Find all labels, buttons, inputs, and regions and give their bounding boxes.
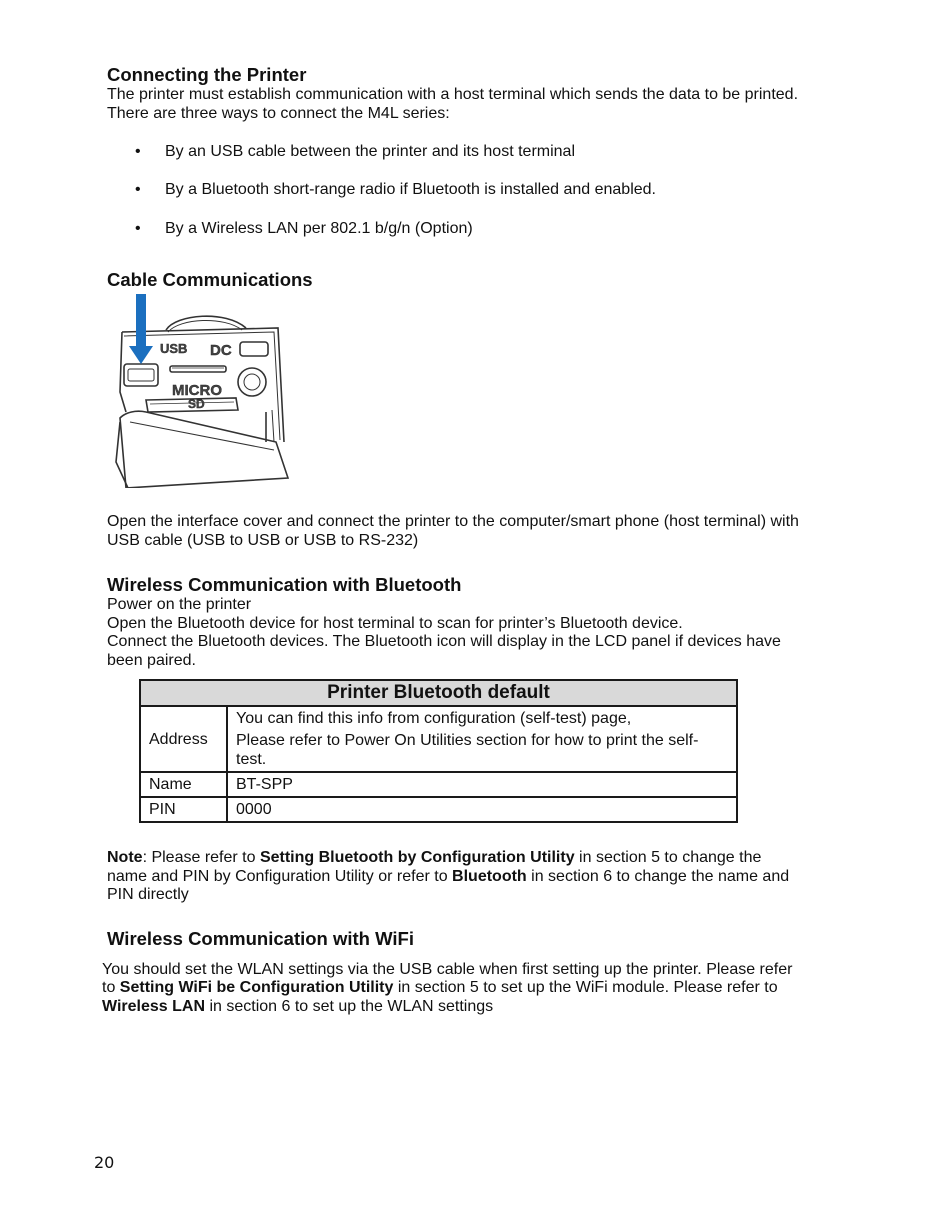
text-run: in section 6 to set up the WLAN settings bbox=[205, 998, 494, 1015]
paragraph-line bbox=[107, 867, 789, 886]
paragraph-line: There are three ways to connect the M4L series: bbox=[107, 105, 450, 122]
value-line: Please refer to Power On Utilities section for how to print the self- bbox=[236, 732, 699, 749]
reference-bold: Wireless LAN bbox=[102, 998, 205, 1015]
sd-label: SD bbox=[188, 397, 205, 411]
heading-connecting-printer: Connecting the Printer bbox=[107, 64, 307, 85]
list-item: By a Wireless LAN per 802.1 b/g/n (Option) bbox=[165, 220, 473, 237]
table-value: 0000 bbox=[227, 797, 737, 822]
paragraph-line: been paired. bbox=[107, 652, 196, 669]
paragraph-line: Open the Bluetooth device for host terminal to scan for printer’s Bluetooth device. bbox=[107, 615, 683, 632]
page-number: 20 bbox=[94, 1153, 115, 1172]
value-line: test. bbox=[236, 751, 267, 768]
reference-bold: Bluetooth bbox=[452, 868, 527, 885]
table-value bbox=[227, 706, 737, 772]
table-title: Printer Bluetooth default bbox=[140, 680, 737, 706]
list-item: By a Bluetooth short-range radio if Bluetooth is installed and enabled. bbox=[165, 181, 656, 198]
paragraph-line: The printer must establish communication with a host terminal which sends the data to be printed. bbox=[107, 86, 799, 103]
list-item: By an USB cable between the printer and its host terminal bbox=[165, 143, 575, 160]
table-key: PIN bbox=[140, 797, 227, 822]
text-run: in section 6 to change the name and bbox=[526, 868, 790, 885]
table-key: Address bbox=[140, 706, 227, 772]
note-label: Note bbox=[107, 849, 143, 866]
bluetooth-default-table bbox=[139, 679, 738, 823]
usb-label: USB bbox=[160, 341, 188, 356]
heading-wireless-wifi: Wireless Communication with WiFi bbox=[107, 928, 415, 949]
paragraph-line: Power on the printer bbox=[107, 596, 252, 613]
paragraph-line bbox=[102, 997, 493, 1016]
arrow-down-icon bbox=[129, 294, 153, 364]
text-run: : Please refer to bbox=[142, 849, 260, 866]
paragraph-line: You should set the WLAN settings via the USB cable when first setting up the printer. Please refer bbox=[102, 961, 793, 978]
paragraph-line bbox=[107, 848, 761, 867]
text-run: name and PIN by Configuration Utility or refer to bbox=[107, 868, 453, 885]
reference-bold: Setting WiFi be Configuration Utility bbox=[119, 979, 394, 996]
micro-label: MICRO bbox=[172, 382, 222, 399]
usb-port-illustration bbox=[106, 292, 292, 488]
value-line: You can find this info from configuration (self-test) page, bbox=[236, 710, 632, 727]
paragraph-line: USB cable (USB to USB or USB to RS-232) bbox=[107, 532, 419, 549]
table-key: Name bbox=[140, 772, 227, 797]
dc-label: DC bbox=[210, 342, 232, 359]
table-row bbox=[140, 797, 737, 822]
paragraph-line: PIN directly bbox=[107, 886, 189, 903]
bullet-icon: • bbox=[135, 143, 141, 160]
paragraph-line: Open the interface cover and connect the printer to the computer/smart phone (host terminal) with bbox=[107, 513, 799, 530]
table-value: BT-SPP bbox=[227, 772, 737, 797]
text-run: to bbox=[102, 979, 120, 996]
text-run: in section 5 to change the bbox=[574, 849, 762, 866]
bullet-icon: • bbox=[135, 220, 141, 237]
heading-wireless-bluetooth: Wireless Communication with Bluetooth bbox=[107, 574, 462, 595]
bullet-icon: • bbox=[135, 181, 141, 198]
reference-bold: Setting Bluetooth by Configuration Utility bbox=[259, 849, 575, 866]
table-row bbox=[140, 772, 737, 797]
paragraph-line bbox=[102, 978, 778, 997]
paragraph-line: Connect the Bluetooth devices. The Bluetooth icon will display in the LCD panel if devices have bbox=[107, 633, 781, 650]
table-header-row bbox=[140, 680, 737, 706]
table-row bbox=[140, 706, 737, 772]
text-run: in section 5 to set up the WiFi module. Please refer to bbox=[393, 979, 778, 996]
heading-cable-communications: Cable Communications bbox=[107, 269, 313, 290]
